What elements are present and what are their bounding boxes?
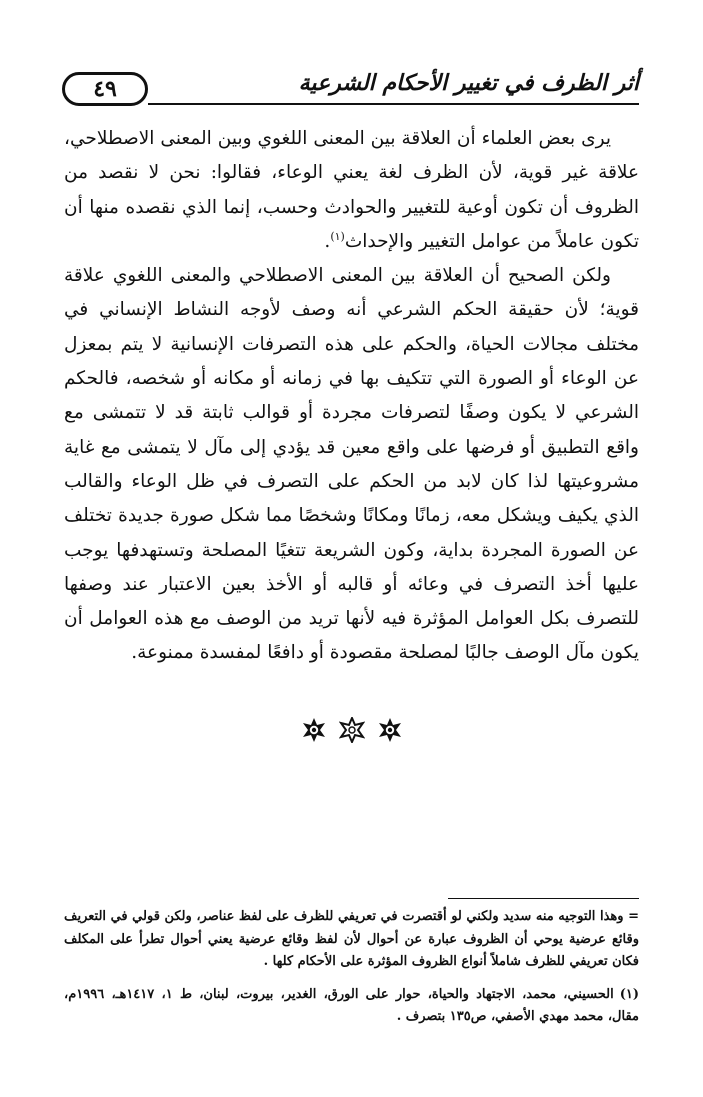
paragraph-1 [64, 122, 639, 259]
footnote-1-ref: (١) [619, 986, 639, 1002]
footnote-1 [64, 984, 639, 1029]
paragraph-1-end: . [324, 230, 331, 252]
section-ornaments [0, 717, 703, 743]
footnotes [64, 906, 639, 1039]
star-ornament-icon [377, 717, 403, 743]
running-title: أثر الظرف في تغيير الأحكام الشرعية [298, 70, 639, 96]
page-number-label: ٤٩ [93, 76, 117, 102]
header-rule [148, 103, 639, 105]
paragraph-2: ولكن الصحيح أن العلاقة بين المعنى الاصطلاحي والمعنى اللغوي علاقة قوية؛ لأن حقيقة الحكم الشرعي أنه وصف لأوجه النشاط الإنساني في مختلف مجالات الحياة، والحكم على هذه التصرفات الإنسانية لا يتم بمعزل عن الوعاء أو الصورة التي تتكيف بها في زمانه أو مكانه أو شخصه، فالحكم الشرعي لا يكون وصفًا لتصرفات مجردة أو قوالب ثابتة قد لا تتمشى مع واقع التطبيق أو فرضها على واقع معين قد يؤدي إلى مآل لا يتمشى مع غاية مشروعيتها لذا كان لابد من الحكم على التصرف في ظل الوعاء والقالب الذي يكيف ويشكل معه، زمانًا ومكانًا وشخصًا مما شكل صورة جديدة تختلف عن الصورة المجردة بداية، وكون الشريعة تتغيًا المصلحة وتستهدفها يوجب عليها أخذ التصرف في وعائه أو قالبه أو الأخذ بعين الاعتبار عند وصفها للتصرف بكل العوامل المؤثرة فيه لأنها تريد من الوصف مع هذه العوامل أن يكون مآل الوصف جالبًا لمصلحة مقصودة أو دافعًا لمفسدة ممنوعة. [64, 265, 639, 664]
footnote-continuation: = وهذا التوجيه منه سديد ولكني لو أقتصرت في تعريفي للظرف على لفظ عناصر، ولكن قولي في التعريف وقائع عرضية يوحي أن الظروف عبارة عن أحوال لأن لفظ وقائع عرضية يعني أحوال تطرأ على المكلف فكان تعريفي للظرف شاملاً أنواع الظروف المؤثرة على الأحكام كلها . [64, 909, 639, 969]
page-number [62, 72, 148, 106]
footnote-marker: (١) [330, 229, 345, 243]
footnote-1-text: الحسيني، محمد، الاجتهاد والحياة، حوار على الورق، الغدير، بيروت، لبنان، ط ١، ١٤١٧هـ، ١٩٩٦م، مقال، محمد مهدي الأصفي، ص١٣٥ بتصرف . [64, 986, 639, 1024]
star-ornament-icon [301, 717, 327, 743]
flower-outline-ornament-icon [339, 717, 365, 743]
paragraph-1-text: يرى بعض العلماء أن العلاقة بين المعنى اللغوي وبين المعنى الاصطلاحي، علاقة غير قوية، لأن الظرف لغة يعني الوعاء، فقالوا: نحن لا نقصد من الظروف أن تكون أوعية للتغيير والحوادث وحسب، إنما الذي نقصده منها أن تكون عاملاً من عوامل التغيير والإحداث [64, 128, 639, 252]
footnote-separator [448, 898, 639, 899]
body-text [64, 122, 639, 671]
